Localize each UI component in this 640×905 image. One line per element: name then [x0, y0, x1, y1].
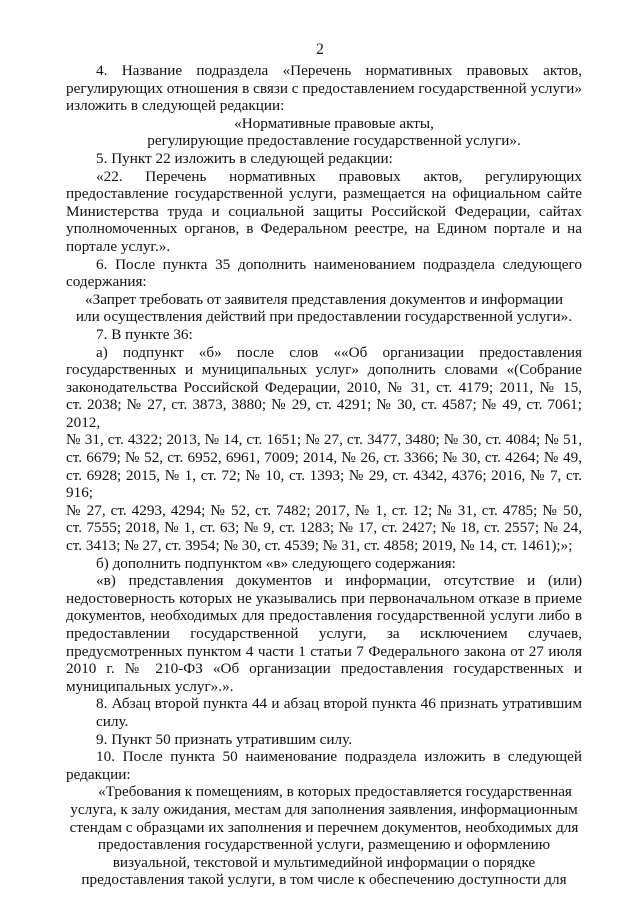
item-10-quote-line-4: предоставления государственной услуги, размещению и оформлению — [97, 836, 551, 854]
item-6-line-2: содержания: — [66, 273, 147, 291]
item-6-quote-line-1: «Запрет требовать от заявителя представления документов и информации — [85, 290, 563, 308]
item-4-line-3: изложить в следующей редакции: — [66, 97, 285, 115]
subitem-v-line-6: 2010 г. № 210-ФЗ «Об организации предоставления государственных и — [66, 660, 582, 678]
subitem-v-line-1: «в) представления документов и информации, отсутствие и (или) — [96, 572, 582, 590]
subitem-a-line-1: а) подпункт «б» после слов ««Об организации предоставления — [96, 343, 582, 361]
subitem-a-line-9: ст. 7555; 2018, № 1, ст. 63; № 9, ст. 1283; № 17, ст. 2427; № 18, ст. 2557; № 24, — [66, 519, 582, 537]
item-10-quote-line-3: стендам с образцами их заполнения и перечнем документов, необходимых для — [69, 818, 579, 836]
subitem-a-line-3: законодательства Российской Федерации, 2010, № 31, ст. 4179; 2011, № 15, — [66, 378, 582, 396]
item-4-quote-line-2: регулирующие предоставление государственной услуги». — [147, 132, 521, 150]
item-10-line-2: редакции: — [66, 765, 131, 783]
subitem-a-line-5: № 31, ст. 4322; 2013, № 14, ст. 1651; № 27, ст. 3477, 3480; № 30, ст. 4084; № 51, — [66, 431, 582, 449]
subitem-v-line-3: документов, необходимых для предоставления государственной услуги либо в — [66, 607, 582, 625]
clause-22-line-4: уполномоченных органов, в Федеральном реестре, на Едином портале и на — [66, 220, 582, 238]
page-number: 2 — [316, 41, 324, 58]
item-7: 7. В пункте 36: — [96, 325, 193, 343]
clause-22-line-1: «22. Перечень нормативных правовых актов, регулирующих — [96, 167, 582, 185]
item-5: 5. Пункт 22 изложить в следующей редакции: — [96, 149, 393, 167]
subitem-v-line-7: муниципальных услуг».». — [66, 677, 234, 695]
subitem-a-line-8: № 27, ст. 4293, 4294; № 52, ст. 7482; 2017, № 1, ст. 12; № 31, ст. 4785; № 50, — [66, 501, 582, 519]
item-10-line-1: 10. После пункта 50 наименование подраздела изложить в следующей — [96, 748, 582, 766]
subitem-a-line-2: государственных и муниципальных услуг» дополнить словами «(Собрание — [66, 361, 582, 379]
item-6-line-1: 6. После пункта 35 дополнить наименованием подраздела следующего — [96, 255, 582, 273]
item-10-quote-line-6: предоставления такой услуги, в том числе к обеспечению доступности для — [81, 871, 567, 889]
subitem-v-line-2: недостоверность которых не указывались при первоначальном отказе в приеме — [66, 589, 582, 607]
item-8-line-2: силу. — [96, 712, 129, 730]
item-4-line-2: регулирующих отношения в связи с предоставлением государственной услуги» — [66, 79, 582, 97]
item-4-quote-line-1: «Нормативные правовые акты, — [234, 114, 434, 132]
clause-22-line-3: Министерства труда и социальной защиты Российской Федерации, сайтах — [66, 202, 582, 220]
subitem-v-line-5: предусмотренных пунктом 4 части 1 статьи 7 Федерального закона от 27 июля — [66, 642, 582, 660]
item-8-line-1: 8. Абзац второй пункта 44 и абзац второй пункта 46 признать утратившим — [96, 695, 582, 713]
subitem-a-line-6: ст. 6679; № 52, ст. 6952, 6961, 7009; 2014, № 26, ст. 3366; № 30, ст. 4264; № 49, — [66, 449, 582, 467]
document-body — [66, 62, 582, 889]
item-10-quote-line-2: услуга, к залу ожидания, местам для заполнения заявления, информационным — [70, 800, 578, 818]
item-10-quote-line-5: визуальной, текстовой и мультимедийной информации о порядке — [112, 853, 536, 871]
subitem-v-line-4: предоставлении государственной услуги, за исключением случаев, — [66, 625, 582, 642]
item-9: 9. Пункт 50 признать утратившим силу. — [96, 730, 352, 748]
item-10-quote-line-1: «Требования к помещениям, в которых предоставляется государственная — [98, 783, 572, 801]
clause-22-line-5: портале услуг.». — [66, 237, 171, 255]
subitem-a-line-7: ст. 6928; 2015, № 1, ст. 72; № 10, ст. 1393; № 29, ст. 4342, 4376; 2016, № 7, ст. 916; — [66, 466, 582, 502]
clause-22-line-2: предоставление государственной услуги, размещается на официальном сайте — [66, 185, 582, 203]
subitem-a-line-10: ст. 3413; № 27, ст. 3954; № 30, ст. 4539; № 31, ст. 4858; 2019, № 14, ст. 1461);»; — [66, 537, 573, 555]
item-4-line-1: 4. Название подраздела «Перечень нормативных правовых актов, — [96, 62, 582, 79]
item-6-quote-line-2: или осуществления действий при предоставлении государственной услуги». — [75, 308, 573, 326]
subitem-b: б) дополнить подпунктом «в» следующего содержания: — [96, 554, 456, 572]
subitem-a-line-4: ст. 2038; № 27, ст. 3873, 3880; № 29, ст. 4291; № 30, ст. 4587; № 49, ст. 7061; 2012, — [66, 396, 582, 431]
